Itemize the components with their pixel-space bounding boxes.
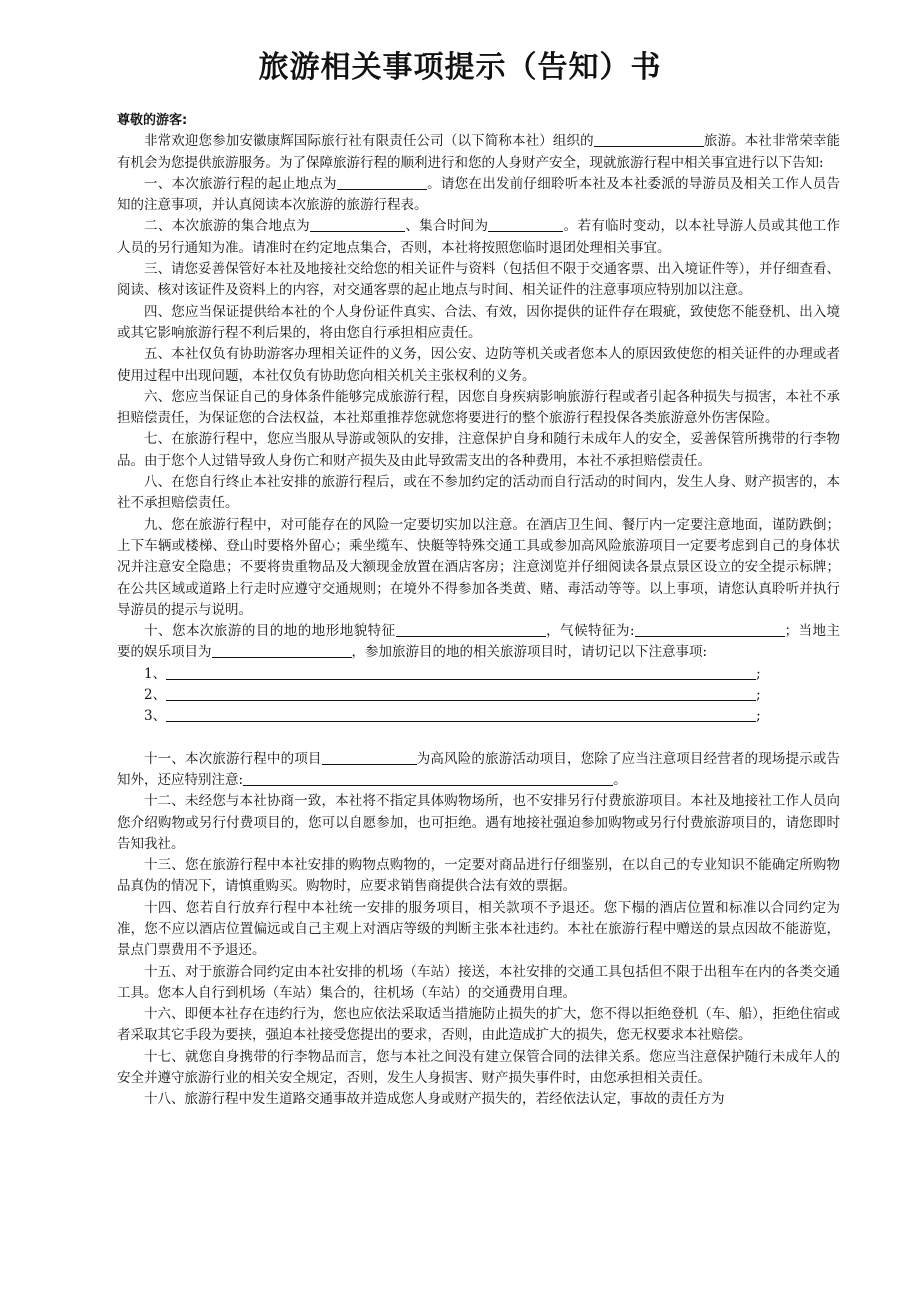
climate-blank[interactable] — [635, 622, 785, 637]
list-item-number: 3、 — [144, 708, 167, 725]
clause-10-text-b: ，气候特征为: — [545, 623, 635, 640]
list-item-number: 2、 — [144, 687, 167, 704]
clause-11-text-b: 为高风险的旅游活动项目，您除了应当注意项目经营者的现场提示或告知外，还应特别注意: — [117, 750, 841, 788]
clause-12: 十二、未经您与本社协商一致，本社将不指定具体购物场所，也不安排另行付费旅游项目。本社及地接社工作人员向您介绍购物或另行付费项目的，您可以自愿参加，也可拒绝。遇有地接社强迫参加购物或另行付费旅游项目的，请您即时告知我社。 — [117, 793, 840, 852]
clause-9: 九、您在旅游行程中，对可能存在的风险一定要切实加以注意。在酒店卫生间、餐厅内一定要注意地面，谨防跌倒；上下车辆或楼梯、登山时要格外留心；乘坐缆车、快艇等特殊交通工具或参加高风险旅游项目一定要考虑到自己的身体状况并注意安全隐患；不要将贵重物品及大额现金放置在酒店客房；注意浏览并仔细阅读各景点景区设立的安全提示标牌；在公共区域或道路上行走时应遵守交通规则；在境外不得参加各类黄、赌、毒活动等等。以上事项，请您认真聆听并执行导游员的提示与说明。 — [117, 516, 840, 618]
list-item-blank[interactable] — [166, 707, 756, 722]
intro-paragraph — [117, 131, 840, 174]
intro-text-a: 非常欢迎您参加安徽康辉国际旅行社有限责任公司（以下简称本社）组织的 — [144, 133, 594, 150]
clause-1 — [117, 174, 840, 217]
clause-17: 十七、就您自身携带的行李物品而言，您与本社之间没有建立保管合同的法律关系。您应当注意保护随行未成年人的安全并遵守旅游行业的相关安全规定，否则，发生人身损害、财产损失事件时，由您承担相关责任。 — [117, 1048, 840, 1087]
list-item — [117, 664, 840, 685]
clause-7: 七、在旅游行程中，您应当服从导游或领队的安排，注意保护自身和随行未成年人的安全，妥善保管所携带的行李物品。由于您个人过错导致人身伤亡和财产损失及由此导致需支出的各种费用，本社不承担赔偿责任。 — [117, 431, 840, 469]
document-title: 旅游相关事项提示（告知）书 — [258, 50, 662, 85]
spacer — [117, 728, 840, 749]
clause-3: 三、请您妥善保管好本社及地接社交给您的相关证件与资料（包括但不限于交通客票、出入境证件等），并仔细查看、阅读、核对该证件及资料上的内容，对交通客票的起止地点与时间、相关证件的注意事项应特别加以注意。 — [117, 261, 840, 299]
clause-10-text-c: ；当地主要的娱乐项目为 — [117, 623, 841, 661]
greeting: 尊敬的游客: — [117, 113, 188, 128]
list-item-end: ; — [756, 708, 761, 725]
clause-2-text-c: 。若有临时变动，以本社导游人员或其他工作人员的另行通知为准。请准时在约定地点集合，否则，本社将按照您临时退团处理相关事宜。 — [117, 218, 841, 256]
clause-11 — [117, 749, 840, 792]
clause-2 — [117, 216, 840, 259]
list-item-end: ; — [756, 665, 761, 682]
meeting-time-blank[interactable] — [488, 217, 563, 232]
list-item-blank[interactable] — [166, 665, 756, 680]
terrain-blank[interactable] — [396, 622, 546, 637]
clause-18: 十八、旅游行程中发生道路交通事故并造成您人身或财产损失的，若经依法认定，事故的责任方为 — [144, 1091, 725, 1108]
clause-16: 十六、即便本社存在违约行为，您也应依法采取适当措施防止损失的扩大，您不得以拒绝登机（车、船），拒绝住宿或者采取其它手段为要挟，强迫本社接受您提出的要求，否则，由此造成扩大的损失，您无权要求本社赔偿。 — [117, 1006, 840, 1044]
clause-15: 十五、对于旅游合同约定由本社安排的机场（车站）接送，本社安排的交通工具包括但不限于出租车在内的各类交通工具。您本人自行到机场（车站）集合的，往机场（车站）的交通费用自理。 — [117, 963, 840, 1001]
clause-5: 五、本社仅负有协助游客办理相关证件的义务，因公安、边防等机关或者您本人的原因致使您的相关证件的办理或者使用过程中出现问题，本社仅负有协助您向相关机关主张权利的义务。 — [117, 346, 840, 384]
clause-2-text-a: 二、本次旅游的集合地点为 — [144, 218, 310, 235]
clause-14: 十四、您若自行放弃行程中本社统一安排的服务项目，相关款项不予退还。您下榻的酒店位置和标准以合同约定为准，您不应以酒店位置偏远或自己主观上对酒店等级的判断主张本社违约。本社在旅游行程中赠送的景点因故不能游览，景点门票费用不予退还。 — [117, 899, 840, 959]
clause-11-text-c: 。 — [613, 771, 627, 788]
document-body — [117, 110, 840, 1111]
start-end-location-blank[interactable] — [337, 175, 427, 190]
list-item-number: 1、 — [144, 665, 167, 682]
list-item-blank[interactable] — [166, 686, 756, 701]
entertainment-blank[interactable] — [212, 643, 352, 658]
clause-1-text-b: 。请您在出发前仔细聆听本社及本社委派的导游员及相关工作人员告知的注意事项，并认真阅读本次旅游的旅游行程表。 — [117, 175, 841, 214]
tour-name-blank[interactable] — [594, 132, 704, 147]
list-item — [117, 706, 840, 727]
clause-6: 六、您应当保证自己的身体条件能够完成旅游行程，因您自身疾病影响旅游行程或者引起各种损失与损害，本社不承担赔偿责任，为保证您的合法权益，本社郑重推荐您就您将要进行的整个旅游行程投保各类旅游意外伤害保险。 — [117, 388, 840, 427]
meeting-place-blank[interactable] — [310, 217, 405, 232]
clause-11-text-a: 十一、本次旅游行程中的项目 — [144, 750, 322, 767]
clause-10-text-d: ，参加旅游目的地的相关旅游项目时，请切记以下注意事项: — [351, 644, 708, 661]
clause-4: 四、您应当保证提供给本社的个人身份证件真实、合法、有效，因你提供的证件存在瑕疵，致使您不能登机、出入境或其它影响旅游行程不利后果的，将由您自行承担相应责任。 — [117, 303, 840, 341]
clause-1-text-a: 一、本次旅游行程的起止地点为 — [144, 175, 337, 192]
list-item — [117, 685, 840, 706]
clause-10 — [117, 621, 840, 664]
clause-10-text-a: 十、您本次旅游的目的地的地形地貌特征 — [144, 623, 396, 640]
clause-13: 十三、您在旅游行程中本社安排的购物点购物的，一定要对商品进行仔细鉴别，在以自己的专业知识不能确定所购物品真伪的情况下，请慎重购买。购物时，应要求销售商提供合法有效的票据。 — [117, 857, 840, 895]
special-attention-blank[interactable] — [243, 771, 613, 786]
clause-2-text-b: 、集合时间为 — [405, 218, 489, 235]
clause-8: 八、在您自行终止本社安排的旅游行程后，或在不参加约定的活动而自行活动的时间内，发生人身、财产损害的，本社不承担赔偿责任。 — [117, 474, 840, 512]
high-risk-project-blank[interactable] — [322, 750, 417, 765]
list-item-end: ; — [756, 687, 761, 704]
intro-text-b: 旅游。本社非常荣幸能有机会为您提供旅游服务。为了保障旅游行程的顺利进行和您的人身财产安全，现就旅游行程中相关事宜进行以下告知: — [117, 133, 841, 171]
